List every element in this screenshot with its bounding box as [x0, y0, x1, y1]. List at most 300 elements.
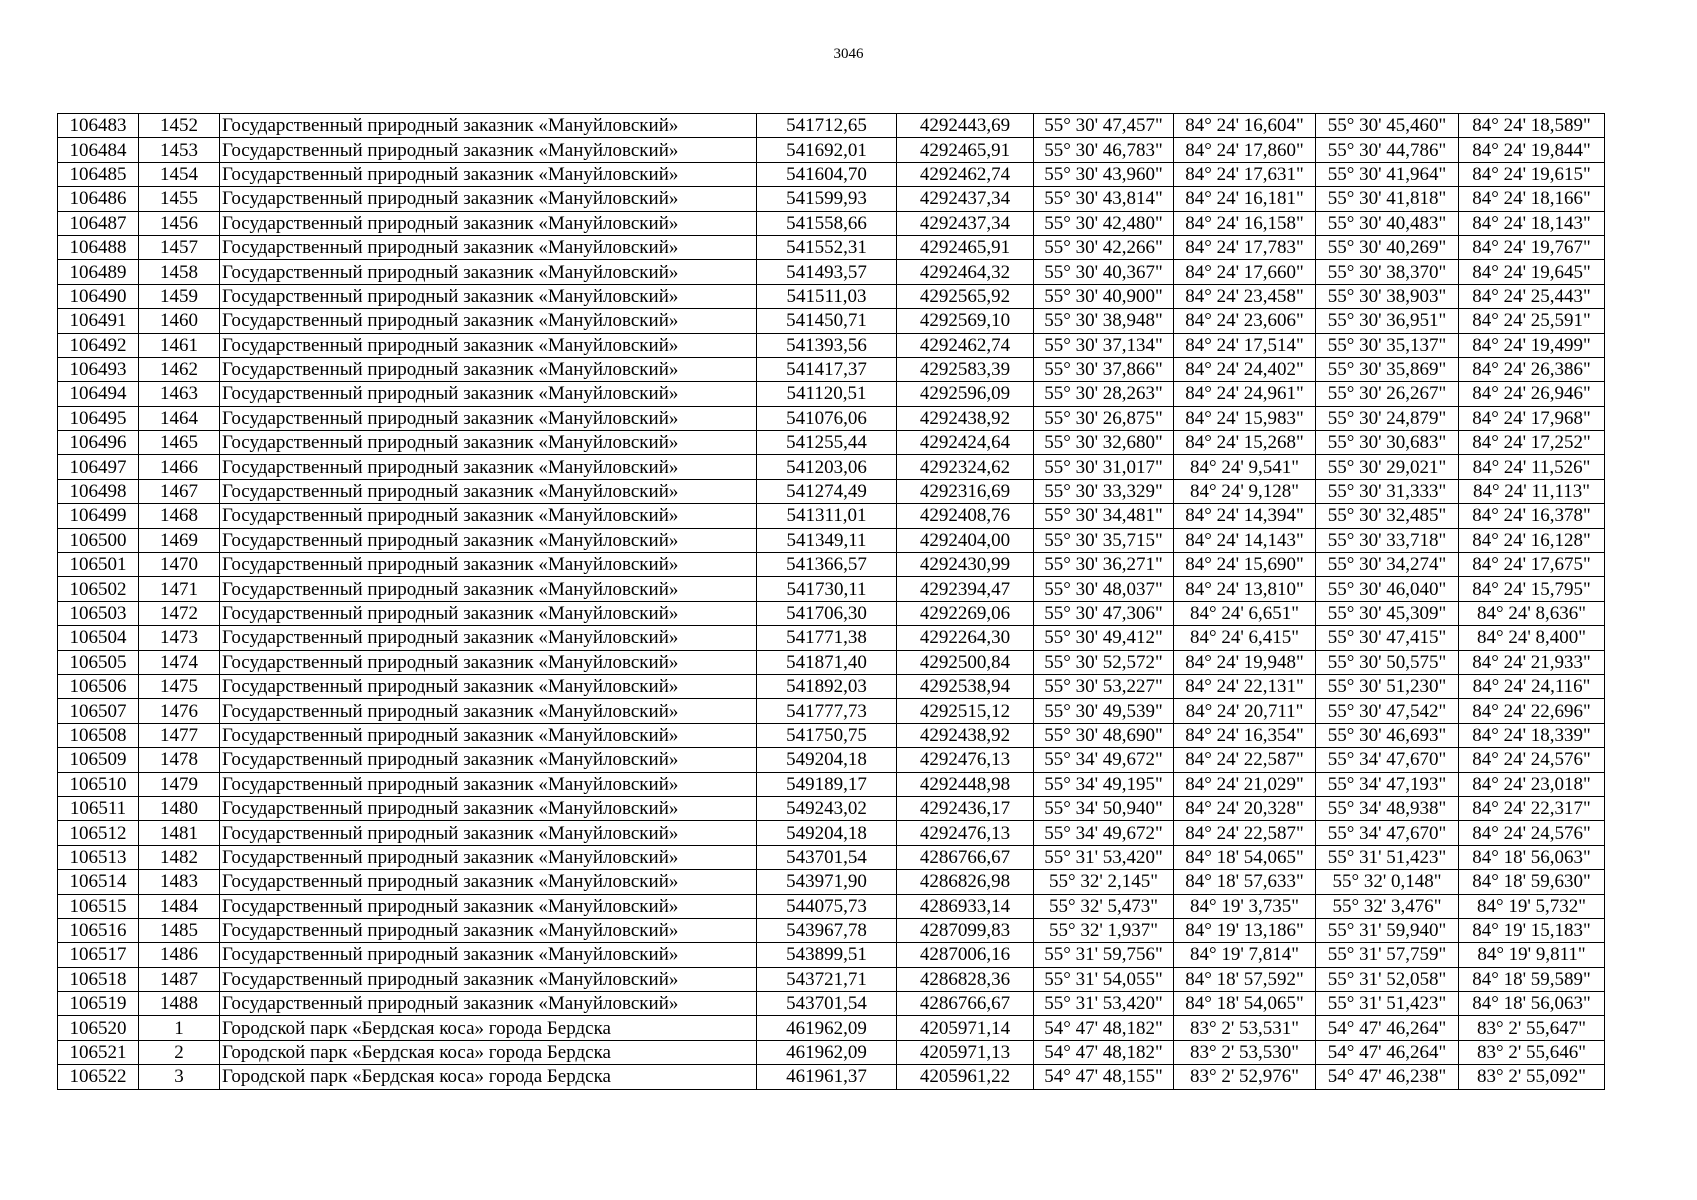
point-number-cell: 1486	[139, 943, 220, 967]
x-coordinate-cell: 541706,30	[757, 601, 897, 625]
latitude-alt-cell: 55° 30' 35,137"	[1316, 333, 1459, 357]
x-coordinate-cell: 541311,01	[757, 504, 897, 528]
point-number-cell: 1485	[139, 918, 220, 942]
latitude-cell: 55° 30' 46,783"	[1034, 138, 1174, 162]
x-coordinate-cell: 541692,01	[757, 138, 897, 162]
longitude-cell: 84° 24' 23,458"	[1174, 284, 1316, 308]
point-number-cell: 1460	[139, 309, 220, 333]
x-coordinate-cell: 549243,02	[757, 796, 897, 820]
x-coordinate-cell: 549204,18	[757, 821, 897, 845]
longitude-alt-cell: 84° 24' 25,443"	[1459, 284, 1605, 308]
row-id-cell: 106489	[58, 260, 139, 284]
x-coordinate-cell: 541120,51	[757, 382, 897, 406]
longitude-cell: 84° 24' 17,631"	[1174, 162, 1316, 186]
longitude-cell: 84° 24' 24,402"	[1174, 357, 1316, 381]
table-row	[58, 382, 1605, 406]
point-number-cell: 1487	[139, 967, 220, 991]
point-number-cell: 1473	[139, 626, 220, 650]
table-row	[58, 894, 1605, 918]
latitude-alt-cell: 55° 30' 40,269"	[1316, 235, 1459, 259]
y-coordinate-cell: 4286766,67	[897, 845, 1034, 869]
longitude-alt-cell: 84° 18' 56,063"	[1459, 845, 1605, 869]
x-coordinate-cell: 541393,56	[757, 333, 897, 357]
latitude-alt-cell: 55° 30' 24,879"	[1316, 406, 1459, 430]
latitude-cell: 55° 32' 5,473"	[1034, 894, 1174, 918]
latitude-alt-cell: 55° 30' 46,693"	[1316, 723, 1459, 747]
x-coordinate-cell: 549189,17	[757, 772, 897, 796]
row-id-cell: 106508	[58, 723, 139, 747]
longitude-cell: 84° 24' 20,711"	[1174, 699, 1316, 723]
longitude-alt-cell: 84° 19' 5,732"	[1459, 894, 1605, 918]
y-coordinate-cell: 4292464,32	[897, 260, 1034, 284]
latitude-cell: 54° 47' 48,182"	[1034, 1040, 1174, 1064]
longitude-cell: 84° 24' 6,415"	[1174, 626, 1316, 650]
x-coordinate-cell: 541871,40	[757, 650, 897, 674]
y-coordinate-cell: 4292538,94	[897, 674, 1034, 698]
longitude-alt-cell: 84° 24' 18,589"	[1459, 114, 1605, 138]
point-number-cell: 1	[139, 1016, 220, 1040]
object-name-cell: Государственный природный заказник «Мануйловский»	[220, 870, 757, 894]
point-number-cell: 1466	[139, 455, 220, 479]
latitude-cell: 55° 30' 43,814"	[1034, 187, 1174, 211]
longitude-alt-cell: 84° 24' 19,767"	[1459, 235, 1605, 259]
latitude-cell: 55° 32' 2,145"	[1034, 870, 1174, 894]
latitude-cell: 55° 30' 36,271"	[1034, 553, 1174, 577]
object-name-cell: Государственный природный заказник «Мануйловский»	[220, 943, 757, 967]
latitude-alt-cell: 55° 30' 31,333"	[1316, 479, 1459, 503]
longitude-alt-cell: 84° 24' 19,615"	[1459, 162, 1605, 186]
point-number-cell: 1481	[139, 821, 220, 845]
longitude-cell: 84° 24' 16,181"	[1174, 187, 1316, 211]
table-row	[58, 1065, 1605, 1089]
object-name-cell: Городской парк «Бердская коса» города Бердска	[220, 1065, 757, 1089]
object-name-cell: Государственный природный заказник «Мануйловский»	[220, 577, 757, 601]
latitude-cell: 55° 34' 49,195"	[1034, 772, 1174, 796]
point-number-cell: 1456	[139, 211, 220, 235]
latitude-alt-cell: 55° 30' 40,483"	[1316, 211, 1459, 235]
row-id-cell: 106515	[58, 894, 139, 918]
longitude-alt-cell: 84° 24' 17,968"	[1459, 406, 1605, 430]
y-coordinate-cell: 4292430,99	[897, 553, 1034, 577]
latitude-alt-cell: 55° 30' 44,786"	[1316, 138, 1459, 162]
x-coordinate-cell: 543701,54	[757, 845, 897, 869]
longitude-cell: 84° 19' 7,814"	[1174, 943, 1316, 967]
row-id-cell: 106490	[58, 284, 139, 308]
longitude-cell: 84° 18' 54,065"	[1174, 845, 1316, 869]
latitude-alt-cell: 55° 30' 51,230"	[1316, 674, 1459, 698]
object-name-cell: Государственный природный заказник «Мануйловский»	[220, 796, 757, 820]
latitude-cell: 55° 30' 43,960"	[1034, 162, 1174, 186]
longitude-cell: 84° 24' 14,143"	[1174, 528, 1316, 552]
latitude-cell: 55° 30' 32,680"	[1034, 431, 1174, 455]
latitude-cell: 55° 31' 53,420"	[1034, 845, 1174, 869]
row-id-cell: 106483	[58, 114, 139, 138]
longitude-cell: 84° 24' 21,029"	[1174, 772, 1316, 796]
table-row	[58, 479, 1605, 503]
latitude-alt-cell: 55° 30' 45,460"	[1316, 114, 1459, 138]
y-coordinate-cell: 4286828,36	[897, 967, 1034, 991]
y-coordinate-cell: 4292408,76	[897, 504, 1034, 528]
table-row	[58, 967, 1605, 991]
table-row	[58, 772, 1605, 796]
y-coordinate-cell: 4292462,74	[897, 333, 1034, 357]
table-row	[58, 870, 1605, 894]
object-name-cell: Государственный природный заказник «Мануйловский»	[220, 528, 757, 552]
latitude-cell: 55° 30' 42,480"	[1034, 211, 1174, 235]
table-row	[58, 406, 1605, 430]
table-row	[58, 235, 1605, 259]
row-id-cell: 106510	[58, 772, 139, 796]
latitude-alt-cell: 55° 32' 3,476"	[1316, 894, 1459, 918]
longitude-cell: 83° 2' 53,530"	[1174, 1040, 1316, 1064]
x-coordinate-cell: 541493,57	[757, 260, 897, 284]
latitude-alt-cell: 54° 47' 46,238"	[1316, 1065, 1459, 1089]
row-id-cell: 106504	[58, 626, 139, 650]
table-row	[58, 674, 1605, 698]
latitude-alt-cell: 55° 34' 47,193"	[1316, 772, 1459, 796]
object-name-cell: Государственный природный заказник «Мануйловский»	[220, 187, 757, 211]
x-coordinate-cell: 541892,03	[757, 674, 897, 698]
row-id-cell: 106500	[58, 528, 139, 552]
latitude-cell: 55° 31' 53,420"	[1034, 992, 1174, 1016]
x-coordinate-cell: 541730,11	[757, 577, 897, 601]
latitude-cell: 55° 31' 54,055"	[1034, 967, 1174, 991]
row-id-cell: 106502	[58, 577, 139, 601]
object-name-cell: Государственный природный заказник «Мануйловский»	[220, 967, 757, 991]
longitude-cell: 84° 24' 17,660"	[1174, 260, 1316, 284]
x-coordinate-cell: 541366,57	[757, 553, 897, 577]
x-coordinate-cell: 461962,09	[757, 1040, 897, 1064]
latitude-alt-cell: 55° 34' 47,670"	[1316, 821, 1459, 845]
table-row	[58, 796, 1605, 820]
y-coordinate-cell: 4205971,14	[897, 1016, 1034, 1040]
longitude-alt-cell: 84° 24' 24,576"	[1459, 748, 1605, 772]
row-id-cell: 106491	[58, 309, 139, 333]
x-coordinate-cell: 543899,51	[757, 943, 897, 967]
row-id-cell: 106513	[58, 845, 139, 869]
point-number-cell: 1488	[139, 992, 220, 1016]
longitude-alt-cell: 84° 24' 24,576"	[1459, 821, 1605, 845]
table-row	[58, 114, 1605, 138]
latitude-cell: 55° 30' 35,715"	[1034, 528, 1174, 552]
y-coordinate-cell: 4292500,84	[897, 650, 1034, 674]
latitude-cell: 55° 30' 34,481"	[1034, 504, 1174, 528]
coordinates-table	[57, 113, 1605, 1090]
table-row	[58, 455, 1605, 479]
latitude-cell: 55° 30' 37,134"	[1034, 333, 1174, 357]
longitude-alt-cell: 84° 24' 11,113"	[1459, 479, 1605, 503]
latitude-alt-cell: 55° 31' 51,423"	[1316, 992, 1459, 1016]
coordinates-table-body	[58, 114, 1605, 1090]
row-id-cell: 106497	[58, 455, 139, 479]
latitude-alt-cell: 55° 30' 34,274"	[1316, 553, 1459, 577]
longitude-alt-cell: 84° 24' 17,252"	[1459, 431, 1605, 455]
row-id-cell: 106522	[58, 1065, 139, 1089]
row-id-cell: 106499	[58, 504, 139, 528]
latitude-alt-cell: 55° 34' 47,670"	[1316, 748, 1459, 772]
longitude-alt-cell: 84° 24' 19,499"	[1459, 333, 1605, 357]
longitude-alt-cell: 84° 24' 21,933"	[1459, 650, 1605, 674]
latitude-alt-cell: 55° 31' 57,759"	[1316, 943, 1459, 967]
latitude-cell: 55° 30' 48,037"	[1034, 577, 1174, 601]
point-number-cell: 1463	[139, 382, 220, 406]
x-coordinate-cell: 541255,44	[757, 431, 897, 455]
point-number-cell: 1470	[139, 553, 220, 577]
latitude-cell: 55° 30' 40,900"	[1034, 284, 1174, 308]
latitude-cell: 55° 30' 37,866"	[1034, 357, 1174, 381]
latitude-alt-cell: 55° 30' 38,903"	[1316, 284, 1459, 308]
longitude-cell: 84° 24' 16,604"	[1174, 114, 1316, 138]
point-number-cell: 1474	[139, 650, 220, 674]
object-name-cell: Государственный природный заказник «Мануйловский»	[220, 894, 757, 918]
object-name-cell: Государственный природный заказник «Мануйловский»	[220, 455, 757, 479]
y-coordinate-cell: 4286933,14	[897, 894, 1034, 918]
object-name-cell: Государственный природный заказник «Мануйловский»	[220, 553, 757, 577]
x-coordinate-cell: 541558,66	[757, 211, 897, 235]
longitude-cell: 84° 24' 17,783"	[1174, 235, 1316, 259]
longitude-alt-cell: 84° 24' 17,675"	[1459, 553, 1605, 577]
object-name-cell: Государственный природный заказник «Мануйловский»	[220, 114, 757, 138]
y-coordinate-cell: 4292269,06	[897, 601, 1034, 625]
latitude-alt-cell: 55° 30' 41,964"	[1316, 162, 1459, 186]
longitude-alt-cell: 84° 24' 26,946"	[1459, 382, 1605, 406]
point-number-cell: 1465	[139, 431, 220, 455]
longitude-cell: 84° 24' 24,961"	[1174, 382, 1316, 406]
object-name-cell: Городской парк «Бердская коса» города Бердска	[220, 1016, 757, 1040]
y-coordinate-cell: 4292316,69	[897, 479, 1034, 503]
row-id-cell: 106496	[58, 431, 139, 455]
longitude-alt-cell: 84° 24' 25,591"	[1459, 309, 1605, 333]
row-id-cell: 106503	[58, 601, 139, 625]
latitude-alt-cell: 55° 30' 36,951"	[1316, 309, 1459, 333]
latitude-cell: 55° 30' 48,690"	[1034, 723, 1174, 747]
x-coordinate-cell: 541511,03	[757, 284, 897, 308]
longitude-cell: 84° 24' 19,948"	[1174, 650, 1316, 674]
table-row	[58, 162, 1605, 186]
row-id-cell: 106484	[58, 138, 139, 162]
x-coordinate-cell: 541777,73	[757, 699, 897, 723]
longitude-alt-cell: 84° 24' 18,166"	[1459, 187, 1605, 211]
y-coordinate-cell: 4287099,83	[897, 918, 1034, 942]
y-coordinate-cell: 4292569,10	[897, 309, 1034, 333]
point-number-cell: 1454	[139, 162, 220, 186]
object-name-cell: Государственный природный заказник «Мануйловский»	[220, 772, 757, 796]
row-id-cell: 106509	[58, 748, 139, 772]
object-name-cell: Государственный природный заказник «Мануйловский»	[220, 357, 757, 381]
latitude-cell: 55° 30' 53,227"	[1034, 674, 1174, 698]
point-number-cell: 1467	[139, 479, 220, 503]
latitude-alt-cell: 55° 30' 26,267"	[1316, 382, 1459, 406]
longitude-alt-cell: 84° 18' 59,630"	[1459, 870, 1605, 894]
row-id-cell: 106511	[58, 796, 139, 820]
longitude-cell: 84° 24' 22,131"	[1174, 674, 1316, 698]
latitude-alt-cell: 55° 30' 46,040"	[1316, 577, 1459, 601]
table-row	[58, 650, 1605, 674]
object-name-cell: Государственный природный заказник «Мануйловский»	[220, 699, 757, 723]
longitude-alt-cell: 84° 24' 8,636"	[1459, 601, 1605, 625]
object-name-cell: Государственный природный заказник «Мануйловский»	[220, 138, 757, 162]
x-coordinate-cell: 541203,06	[757, 455, 897, 479]
table-row	[58, 260, 1605, 284]
y-coordinate-cell: 4292515,12	[897, 699, 1034, 723]
object-name-cell: Государственный природный заказник «Мануйловский»	[220, 211, 757, 235]
longitude-alt-cell: 84° 24' 23,018"	[1459, 772, 1605, 796]
y-coordinate-cell: 4292438,92	[897, 723, 1034, 747]
latitude-cell: 55° 34' 49,672"	[1034, 821, 1174, 845]
longitude-cell: 83° 2' 52,976"	[1174, 1065, 1316, 1089]
latitude-cell: 55° 30' 26,875"	[1034, 406, 1174, 430]
object-name-cell: Государственный природный заказник «Мануйловский»	[220, 674, 757, 698]
longitude-cell: 84° 24' 6,651"	[1174, 601, 1316, 625]
table-row	[58, 723, 1605, 747]
point-number-cell: 1462	[139, 357, 220, 381]
object-name-cell: Государственный природный заказник «Мануйловский»	[220, 748, 757, 772]
y-coordinate-cell: 4292264,30	[897, 626, 1034, 650]
table-row	[58, 626, 1605, 650]
point-number-cell: 1476	[139, 699, 220, 723]
latitude-cell: 55° 30' 42,266"	[1034, 235, 1174, 259]
point-number-cell: 1478	[139, 748, 220, 772]
object-name-cell: Государственный природный заказник «Мануйловский»	[220, 162, 757, 186]
x-coordinate-cell: 543721,71	[757, 967, 897, 991]
table-row	[58, 187, 1605, 211]
table-row	[58, 431, 1605, 455]
x-coordinate-cell: 541599,93	[757, 187, 897, 211]
y-coordinate-cell: 4292404,00	[897, 528, 1034, 552]
row-id-cell: 106507	[58, 699, 139, 723]
point-number-cell: 1482	[139, 845, 220, 869]
latitude-alt-cell: 55° 30' 29,021"	[1316, 455, 1459, 479]
table-row	[58, 1040, 1605, 1064]
latitude-cell: 55° 30' 49,412"	[1034, 626, 1174, 650]
longitude-alt-cell: 84° 24' 16,378"	[1459, 504, 1605, 528]
point-number-cell: 1459	[139, 284, 220, 308]
object-name-cell: Государственный природный заказник «Мануйловский»	[220, 821, 757, 845]
longitude-cell: 84° 19' 13,186"	[1174, 918, 1316, 942]
point-number-cell: 1458	[139, 260, 220, 284]
table-row	[58, 284, 1605, 308]
latitude-alt-cell: 55° 30' 47,415"	[1316, 626, 1459, 650]
point-number-cell: 1475	[139, 674, 220, 698]
longitude-cell: 84° 24' 17,860"	[1174, 138, 1316, 162]
table-row	[58, 553, 1605, 577]
longitude-alt-cell: 84° 24' 16,128"	[1459, 528, 1605, 552]
point-number-cell: 1472	[139, 601, 220, 625]
x-coordinate-cell: 541604,70	[757, 162, 897, 186]
x-coordinate-cell: 543967,78	[757, 918, 897, 942]
row-id-cell: 106505	[58, 650, 139, 674]
latitude-cell: 55° 30' 52,572"	[1034, 650, 1174, 674]
table-row	[58, 504, 1605, 528]
y-coordinate-cell: 4292465,91	[897, 138, 1034, 162]
longitude-cell: 84° 24' 23,606"	[1174, 309, 1316, 333]
y-coordinate-cell: 4292394,47	[897, 577, 1034, 601]
object-name-cell: Государственный природный заказник «Мануйловский»	[220, 406, 757, 430]
object-name-cell: Государственный природный заказник «Мануйловский»	[220, 918, 757, 942]
point-number-cell: 1464	[139, 406, 220, 430]
latitude-alt-cell: 55° 31' 52,058"	[1316, 967, 1459, 991]
y-coordinate-cell: 4292436,17	[897, 796, 1034, 820]
y-coordinate-cell: 4292424,64	[897, 431, 1034, 455]
point-number-cell: 1471	[139, 577, 220, 601]
y-coordinate-cell: 4292476,13	[897, 748, 1034, 772]
row-id-cell: 106520	[58, 1016, 139, 1040]
latitude-cell: 55° 34' 49,672"	[1034, 748, 1174, 772]
latitude-alt-cell: 55° 30' 50,575"	[1316, 650, 1459, 674]
latitude-alt-cell: 55° 34' 48,938"	[1316, 796, 1459, 820]
x-coordinate-cell: 541417,37	[757, 357, 897, 381]
point-number-cell: 1483	[139, 870, 220, 894]
longitude-alt-cell: 84° 19' 9,811"	[1459, 943, 1605, 967]
point-number-cell: 3	[139, 1065, 220, 1089]
point-number-cell: 1477	[139, 723, 220, 747]
y-coordinate-cell: 4292438,92	[897, 406, 1034, 430]
table-row	[58, 748, 1605, 772]
latitude-cell: 55° 30' 47,306"	[1034, 601, 1174, 625]
longitude-cell: 84° 24' 15,983"	[1174, 406, 1316, 430]
x-coordinate-cell: 461962,09	[757, 1016, 897, 1040]
object-name-cell: Государственный природный заказник «Мануйловский»	[220, 431, 757, 455]
object-name-cell: Государственный природный заказник «Мануйловский»	[220, 309, 757, 333]
x-coordinate-cell: 543971,90	[757, 870, 897, 894]
x-coordinate-cell: 544075,73	[757, 894, 897, 918]
point-number-cell: 1480	[139, 796, 220, 820]
longitude-alt-cell: 84° 24' 18,339"	[1459, 723, 1605, 747]
longitude-alt-cell: 84° 19' 15,183"	[1459, 918, 1605, 942]
point-number-cell: 1469	[139, 528, 220, 552]
latitude-cell: 55° 30' 47,457"	[1034, 114, 1174, 138]
table-row	[58, 943, 1605, 967]
row-id-cell: 106495	[58, 406, 139, 430]
x-coordinate-cell: 541274,49	[757, 479, 897, 503]
latitude-cell: 55° 30' 38,948"	[1034, 309, 1174, 333]
longitude-alt-cell: 84° 24' 15,795"	[1459, 577, 1605, 601]
longitude-cell: 84° 24' 13,810"	[1174, 577, 1316, 601]
longitude-alt-cell: 84° 24' 11,526"	[1459, 455, 1605, 479]
table-row	[58, 845, 1605, 869]
latitude-cell: 55° 31' 59,756"	[1034, 943, 1174, 967]
object-name-cell: Государственный природный заказник «Мануйловский»	[220, 626, 757, 650]
latitude-alt-cell: 55° 30' 41,818"	[1316, 187, 1459, 211]
x-coordinate-cell: 541349,11	[757, 528, 897, 552]
longitude-cell: 84° 24' 22,587"	[1174, 748, 1316, 772]
latitude-alt-cell: 54° 47' 46,264"	[1316, 1040, 1459, 1064]
table-row	[58, 577, 1605, 601]
x-coordinate-cell: 541771,38	[757, 626, 897, 650]
table-row	[58, 601, 1605, 625]
latitude-cell: 55° 30' 33,329"	[1034, 479, 1174, 503]
y-coordinate-cell: 4205971,13	[897, 1040, 1034, 1064]
row-id-cell: 106488	[58, 235, 139, 259]
row-id-cell: 106506	[58, 674, 139, 698]
table-row	[58, 918, 1605, 942]
longitude-alt-cell: 84° 24' 19,645"	[1459, 260, 1605, 284]
row-id-cell: 106498	[58, 479, 139, 503]
point-number-cell: 1457	[139, 235, 220, 259]
longitude-cell: 84° 18' 57,592"	[1174, 967, 1316, 991]
y-coordinate-cell: 4292437,34	[897, 187, 1034, 211]
x-coordinate-cell: 541552,31	[757, 235, 897, 259]
latitude-cell: 55° 30' 40,367"	[1034, 260, 1174, 284]
object-name-cell: Государственный природный заказник «Мануйловский»	[220, 260, 757, 284]
longitude-cell: 84° 24' 16,158"	[1174, 211, 1316, 235]
object-name-cell: Государственный природный заказник «Мануйловский»	[220, 382, 757, 406]
longitude-alt-cell: 83° 2' 55,092"	[1459, 1065, 1605, 1089]
latitude-cell: 55° 30' 49,539"	[1034, 699, 1174, 723]
row-id-cell: 106501	[58, 553, 139, 577]
row-id-cell: 106485	[58, 162, 139, 186]
latitude-alt-cell: 55° 30' 47,542"	[1316, 699, 1459, 723]
